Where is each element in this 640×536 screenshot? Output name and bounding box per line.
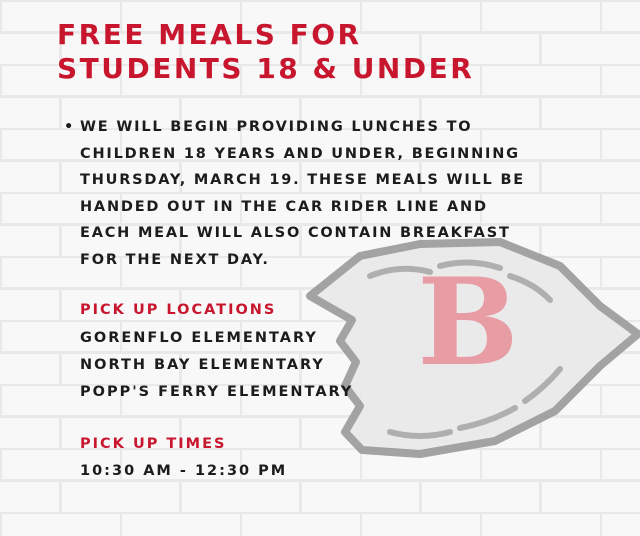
title-line-1: FREE MEALS FOR (57, 18, 362, 51)
announcement-line: THURSDAY, MARCH 19. THESE MEALS WILL BE (80, 172, 525, 188)
times-value: 10:30 AM - 12:30 PM (80, 463, 288, 479)
page-title (57, 18, 474, 86)
announcement-line: CHILDREN 18 YEARS AND UNDER, BEGINNING (80, 145, 520, 162)
title-line-2: STUDENTS 18 & UNDER (57, 52, 475, 85)
times-heading: PICK UP TIMES (80, 436, 227, 452)
announcement-line: WE WILL BEGIN PROVIDING LUNCHES TO (80, 119, 473, 135)
locations-heading: PICK UP LOCATIONS (80, 302, 277, 318)
announcement-item (64, 114, 604, 273)
location-item: GORENFLO ELEMENTARY (80, 330, 318, 346)
location-item: NORTH BAY ELEMENTARY (80, 357, 325, 373)
announcement-list (64, 114, 604, 273)
bullet-icon: • (64, 119, 76, 135)
announcement-line: FOR THE NEXT DAY. (80, 251, 270, 268)
logo-letter: B (417, 252, 519, 393)
announcement-line: EACH MEAL WILL ALSO CONTAIN BREAKFAST (80, 225, 511, 241)
announcement-line: HANDED OUT IN THE CAR RIDER LINE AND (80, 198, 488, 215)
location-item: POPP'S FERRY ELEMENTARY (80, 384, 354, 400)
